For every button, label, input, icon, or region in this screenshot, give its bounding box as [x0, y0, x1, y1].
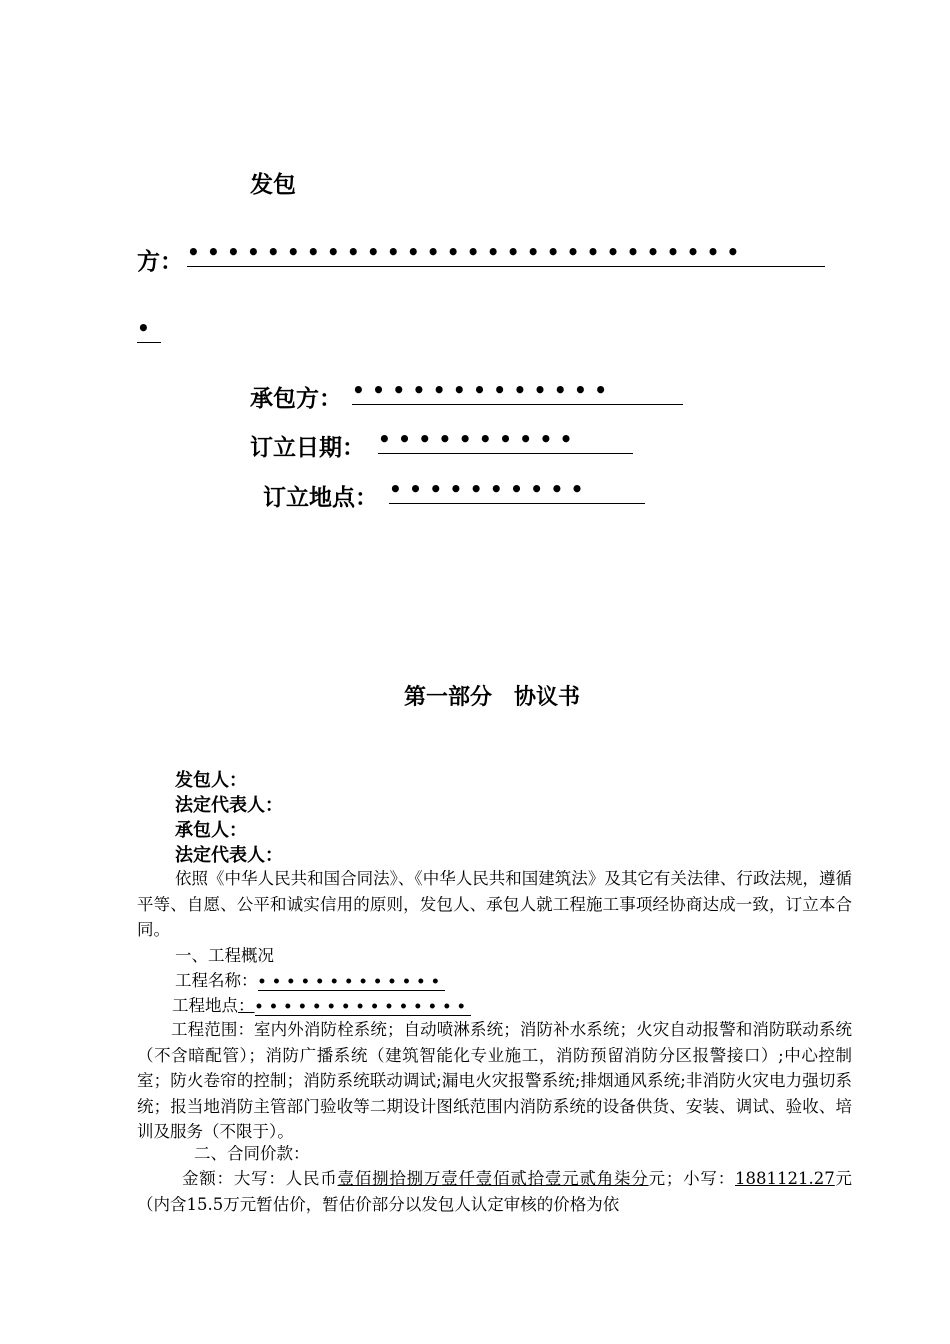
parties-block: [175, 768, 283, 868]
party-contractor-rep: 法定代表人：: [175, 845, 283, 866]
price-paragraph: [137, 1166, 852, 1217]
date-blank-line[interactable]: ••••••••••: [378, 427, 633, 454]
employer-blank-line-cont[interactable]: •: [137, 316, 161, 343]
project-name-blank[interactable]: •••••••••••••: [257, 974, 446, 990]
party-employer: 发包人：: [175, 770, 247, 791]
price-heading: 二、合同价款：: [194, 1144, 310, 1163]
contractor-blank-line[interactable]: •••••••••••••: [352, 378, 683, 405]
project-location-label: 工程地点: [172, 996, 238, 1015]
employer-label-top: 发包: [250, 172, 296, 198]
project-name-label: 工程名称：: [175, 971, 258, 990]
section-title: 第一部分 协议书: [403, 685, 580, 710]
date-label: 订立日期：: [250, 435, 365, 461]
party-employer-rep: 法定代表人：: [175, 795, 283, 816]
project-name-row: [175, 968, 445, 995]
price-amount-words: 壹佰捌拾捌万壹仟壹佰贰拾壹元贰角柒分: [337, 1169, 649, 1188]
employer-label-bottom: 方：: [137, 249, 183, 275]
place-label: 订立地点：: [263, 485, 378, 511]
employer-blank-line[interactable]: ••••••••••••••••••••••••••••: [187, 240, 825, 267]
project-location-sep: ：: [238, 996, 255, 1015]
party-contractor: 承包人：: [175, 820, 247, 841]
place-blank-line[interactable]: ••••••••••: [389, 477, 645, 504]
intro-paragraph: 依照《中华人民共和国合同法》、《中华人民共和国建筑法》及其它有关法律、行政法规，遵循平等、自愿、公平和诚实信用的原则，发包人、承包人就工程施工事项经协商达成一致，订立本合同。: [137, 869, 852, 939]
price-amount-number: 1881121.27: [735, 1169, 835, 1188]
scope-paragraph: 工程范围：室内外消防栓系统；自动喷淋系统；消防补水系统；火灾自动报警和消防联动系统（不含暗配管）；消防广播系统（建筑智能化专业施工，消防预留消防分区报警接口）;中心控制室；防火卷帘的控制；消防系统联动调试;漏电火灾报警系统;排烟通风系统;非消防火灾电力强切系统；报当地消防主管部门验收等二期设计图纸范围内消防系统的设备供货、安装、调试、验收、培训及服务（不限于）。: [137, 1020, 852, 1141]
price-mid: 元；小写：: [648, 1169, 735, 1188]
contractor-label: 承包方：: [250, 386, 342, 412]
overview-heading: 一、工程概况: [175, 946, 274, 965]
project-location-row: [172, 993, 471, 1020]
project-location-blank[interactable]: •••••••••••••••: [254, 999, 472, 1015]
price-suffix: 元（内含15.5万元暂估价，暂估价部分以发包人认定审核的价格为依: [137, 1169, 853, 1214]
price-prefix: 金额：大写：人民币: [182, 1169, 338, 1188]
